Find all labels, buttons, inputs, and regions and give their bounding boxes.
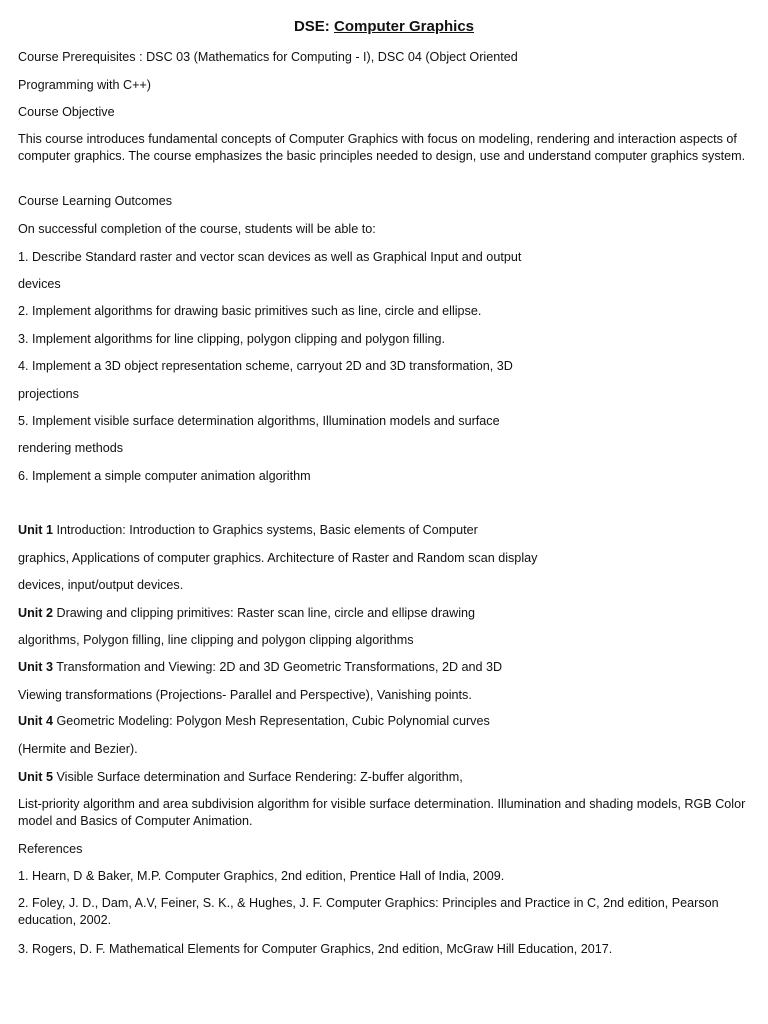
unit-text: Geometric Modeling: Polygon Mesh Representation, Cubic Polynomial curves <box>52 714 490 728</box>
objective-text: This course introduces fundamental concepts of Computer Graphics with focus on modeling, rendering and interaction aspects of computer graphics. The course emphasizes the basic principles needed to design, use and understand computer graphics system. <box>18 132 746 163</box>
unit-4-line-1 <box>18 713 490 730</box>
unit-text: Visible Surface determination and Surface Rendering: Z-buffer algorithm, <box>52 770 463 784</box>
unit-1-line-1 <box>18 522 478 539</box>
outcome-item: 2. Implement algorithms for drawing basic primitives such as line, circle and ellipse. <box>18 304 482 318</box>
outcomes-heading: Course Learning Outcomes <box>18 194 173 208</box>
outcomes-intro: On successful completion of the course, students will be able to: <box>18 222 376 236</box>
prerequisites-line-2: Programming with C++) <box>18 78 151 92</box>
unit-label: Unit 4 <box>18 714 53 728</box>
unit-5-line-1 <box>18 769 463 786</box>
unit-text: Drawing and clipping primitives: Raster scan line, circle and ellipse drawing <box>52 606 476 620</box>
outcome-item: 3. Implement algorithms for line clipping, polygon clipping and polygon filling. <box>18 332 446 346</box>
objective-heading: Course Objective <box>18 105 115 119</box>
outcome-item: 4. Implement a 3D object representation scheme, carryout 2D and 3D transformation, 3D <box>18 359 513 373</box>
outcome-item: 5. Implement visible surface determination algorithms, Illumination models and surface <box>18 414 500 428</box>
unit-4-line-2: (Hermite and Bezier). <box>18 742 138 756</box>
unit-3-line-1 <box>18 659 502 676</box>
unit-label: Unit 1 <box>18 523 53 537</box>
unit-label: Unit 3 <box>18 660 53 674</box>
unit-label: Unit 5 <box>18 770 53 784</box>
title-subject: Computer Graphics <box>333 18 475 35</box>
reference-item: 2. Foley, J. D., Dam, A.V, Feiner, S. K., & Hughes, J. F. Computer Graphics: Principles and Practice in C, 2nd edition, Pearson education, 2002. <box>18 896 719 927</box>
prerequisites-line-1: Course Prerequisites : DSC 03 (Mathematics for Computing - I), DSC 04 (Object Oriented <box>18 50 518 64</box>
unit-text: Transformation and Viewing: 2D and 3D Geometric Transformations, 2D and 3D <box>52 660 503 674</box>
unit-5-line-2: List-priority algorithm and area subdivision algorithm for visible surface determination. Illumination and shading models, RGB Color model and Basics of Computer Animation. <box>18 797 746 828</box>
references-heading: References <box>18 842 83 856</box>
unit-1-line-2: graphics, Applications of computer graphics. Architecture of Raster and Random scan display <box>18 551 538 565</box>
page-title <box>0 17 768 37</box>
unit-text: Introduction: Introduction to Graphics systems, Basic elements of Computer <box>52 523 478 537</box>
outcome-item: 1. Describe Standard raster and vector scan devices as well as Graphical Input and output <box>18 250 522 264</box>
unit-3-line-2: Viewing transformations (Projections- Parallel and Perspective), Vanishing points. <box>18 688 472 702</box>
outcome-item: 6. Implement a simple computer animation algorithm <box>18 469 311 483</box>
unit-label: Unit 2 <box>18 606 53 620</box>
reference-item: 3. Rogers, D. F. Mathematical Elements for Computer Graphics, 2nd edition, McGraw Hill Education, 2017. <box>18 942 613 956</box>
unit-1-line-3: devices, input/output devices. <box>18 578 184 592</box>
title-prefix: DSE: <box>293 18 334 35</box>
outcome-item: projections <box>18 387 79 401</box>
outcome-item: rendering methods <box>18 441 124 455</box>
unit-2-line-1 <box>18 605 475 622</box>
outcome-item: devices <box>18 277 61 291</box>
reference-item: 1. Hearn, D & Baker, M.P. Computer Graphics, 2nd edition, Prentice Hall of India, 2009. <box>18 869 505 883</box>
unit-2-line-2: algorithms, Polygon filling, line clipping and polygon clipping algorithms <box>18 633 414 647</box>
